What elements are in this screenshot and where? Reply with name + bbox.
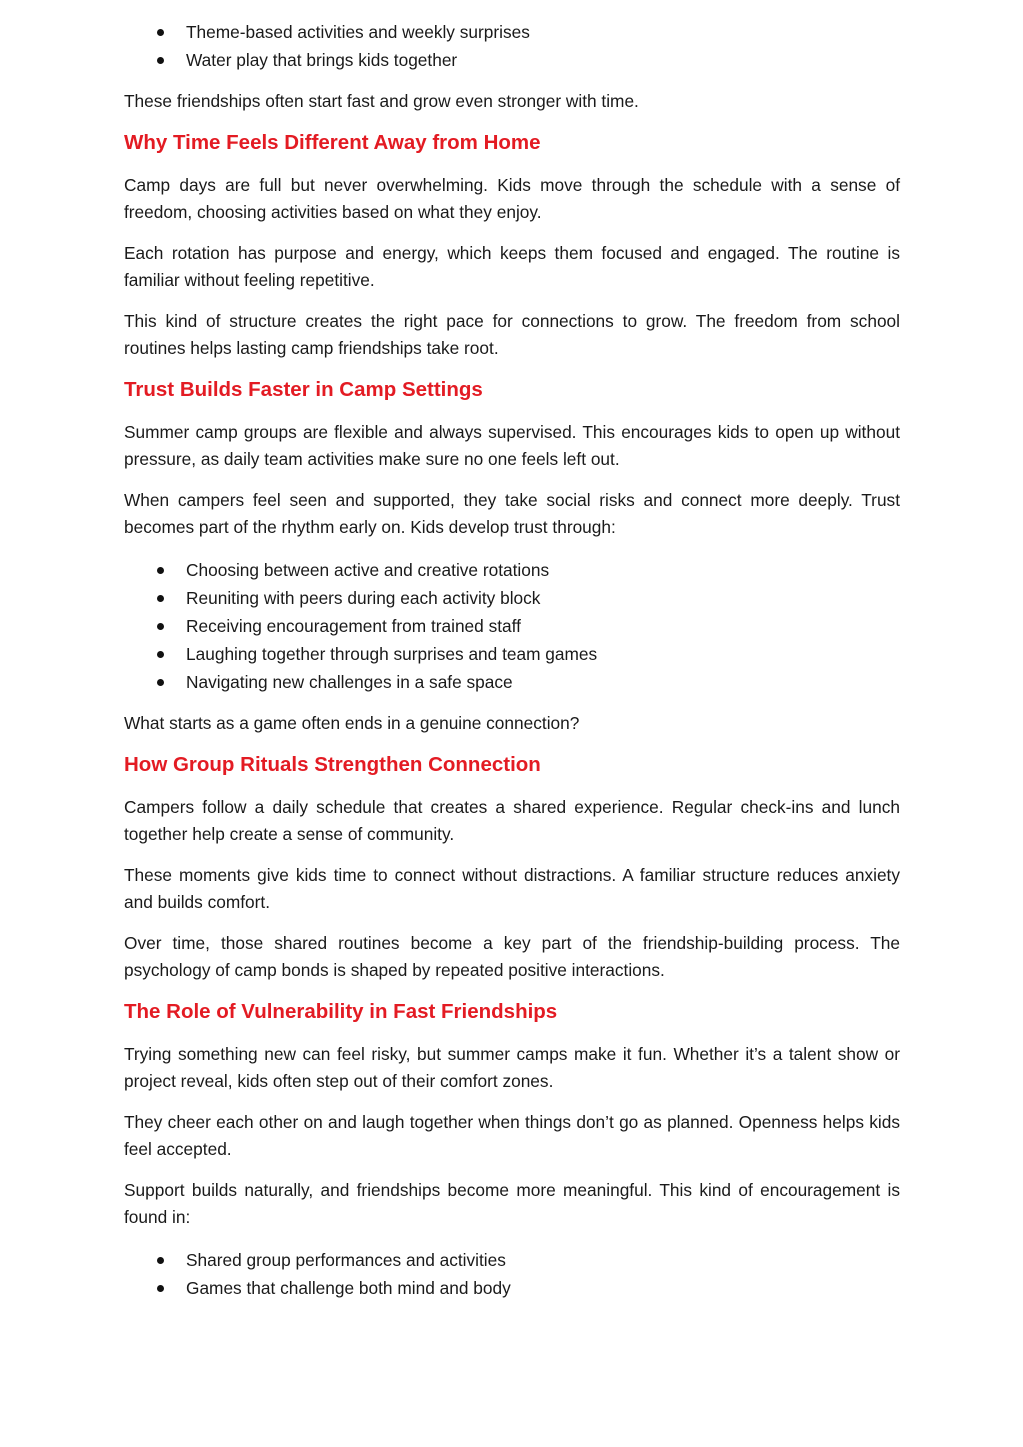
section-heading: Why Time Feels Different Away from Home	[124, 131, 541, 154]
list-item	[124, 640, 900, 668]
document-page	[124, 18, 900, 1316]
bullet-icon	[157, 57, 164, 64]
paragraph: Camp days are full but never overwhelming. Kids move through the schedule with a sense of freedom, choosing activities based on what they enjoy.	[124, 175, 900, 222]
bullet-icon	[157, 623, 164, 630]
list-item-text: Navigating new challenges in a safe space	[186, 672, 513, 692]
paragraph: Trying something new can feel risky, but summer camps make it fun. Whether it’s a talent show or project reveal, kids often step out of their comfort zones.	[124, 1044, 900, 1091]
list-item-text: Laughing together through surprises and team games	[186, 644, 598, 664]
paragraph: Support builds naturally, and friendships become more meaningful. This kind of encouragement is found in:	[124, 1180, 900, 1227]
section-heading: The Role of Vulnerability in Fast Friendships	[124, 1000, 558, 1023]
list-item	[124, 1246, 900, 1274]
list-item-text: Games that challenge both mind and body	[186, 1278, 511, 1298]
trust-bullet-list	[124, 556, 900, 696]
paragraph: What starts as a game often ends in a genuine connection?	[124, 713, 580, 733]
list-item-text: Receiving encouragement from trained staff	[186, 616, 521, 636]
list-item	[124, 18, 900, 46]
list-item	[124, 584, 900, 612]
list-item-text: Water play that brings kids together	[186, 50, 458, 70]
bullet-icon	[157, 595, 164, 602]
encouragement-bullet-list	[124, 1246, 900, 1302]
paragraph: Summer camp groups are flexible and always supervised. This encourages kids to open up without pressure, as daily team activities make sure no one feels left out.	[124, 422, 900, 469]
list-item-text: Shared group performances and activities	[186, 1250, 506, 1270]
list-item-text: Theme-based activities and weekly surprises	[186, 22, 530, 42]
list-item	[124, 612, 900, 640]
paragraph: Campers follow a daily schedule that creates a shared experience. Regular check-ins and lunch together help create a sense of community.	[124, 797, 900, 844]
paragraph: They cheer each other on and laugh together when things don’t go as planned. Openness helps kids feel accepted.	[124, 1112, 900, 1159]
paragraph: Each rotation has purpose and energy, which keeps them focused and engaged. The routine is familiar without feeling repetitive.	[124, 243, 900, 290]
list-item-text: Reuniting with peers during each activity block	[186, 588, 541, 608]
list-item-text: Choosing between active and creative rotations	[186, 560, 550, 580]
bullet-icon	[157, 567, 164, 574]
paragraph: When campers feel seen and supported, they take social risks and connect more deeply. Trust becomes part of the rhythm early on. Kids develop trust through:	[124, 490, 900, 537]
paragraph: This kind of structure creates the right pace for connections to grow. The freedom from school routines helps lasting camp friendships take root.	[124, 311, 900, 358]
bullet-icon	[157, 679, 164, 686]
section-heading: Trust Builds Faster in Camp Settings	[124, 378, 483, 401]
paragraph: These moments give kids time to connect without distractions. A familiar structure reduces anxiety and builds comfort.	[124, 865, 900, 912]
list-item	[124, 556, 900, 584]
list-item	[124, 46, 900, 74]
paragraph: These friendships often start fast and grow even stronger with time.	[124, 91, 639, 111]
section-heading: How Group Rituals Strengthen Connection	[124, 753, 541, 776]
top-bullet-list	[124, 18, 900, 74]
list-item	[124, 1274, 900, 1302]
list-item	[124, 668, 900, 696]
bullet-icon	[157, 29, 164, 36]
bullet-icon	[157, 1285, 164, 1292]
bullet-icon	[157, 651, 164, 658]
bullet-icon	[157, 1257, 164, 1264]
paragraph: Over time, those shared routines become a key part of the friendship-building process. The psychology of camp bonds is shaped by repeated positive interactions.	[124, 933, 900, 980]
